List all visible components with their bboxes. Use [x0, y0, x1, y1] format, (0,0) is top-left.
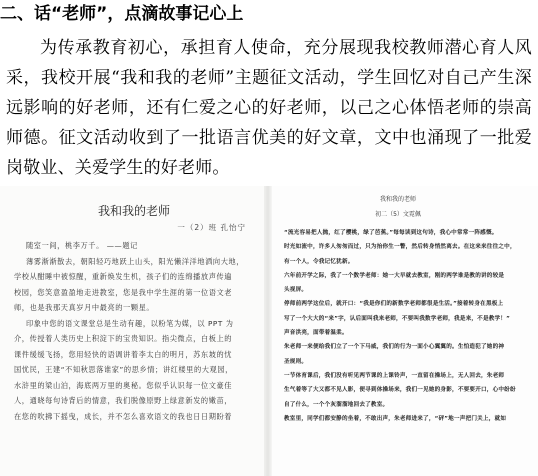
essay-author: 一（2）班 孔怡宁	[177, 223, 246, 232]
essay-body	[284, 226, 530, 426]
essay-line: 印象中您的语文课堂总是生动有趣，以粉笔为媒，以 PPT 为	[26, 318, 234, 328]
essay-photo-right	[268, 186, 538, 476]
essay-title: 我和我的老师	[97, 204, 170, 218]
section-heading: 二、话“老师”，点滴故事记心上	[0, 4, 244, 24]
essay-line: 随室一间，桃李万千。 ——题记	[26, 241, 138, 250]
essay-line: 写了一个大大的“来”字，认后面叫我来老师，不要叫我数学老师，我是来，不是教学！”	[284, 315, 510, 322]
essay-line: 薄雾渐渐散去，朝阳轻巧地跃上山头，阳光懒洋洋地洒向大地，	[26, 256, 245, 266]
essay-line: 一节体育课后，我们没有听见两节课的上课铃声，一直留在操场上，无人回去，朱老师	[284, 372, 505, 379]
essay-line: 声音洪亮，面带着温柔。	[284, 330, 348, 337]
essay-line: 水浒里的梁山泊，海底两万里的奥秘。您似乎认识每一位文豪佳	[14, 380, 233, 390]
essay-line: 人，通晓每句诗背后的情意，我们脱像原野上绿意新发的嫩苗，	[14, 396, 233, 405]
intro-paragraph: 为传承教育初心，承担育人使命，充分展现我校教师潜心育人风采，我校开展“我和我的老师”主题征文活动，学生回忆对自己产生深远影响的好老师，还有仁爱之心的好老师，以己之心体悟老师的崇高师德。征文活动收到了一批语言优美的好文章，文中也涌现了一批爱岗敬业、关爱学生的好老师。	[6, 38, 532, 178]
essay-line: 头视屏。	[284, 287, 308, 294]
essay-line: 教室里，同学们都安静的坐着，不敢出声，朱老师进来了，“砰”地一声把门关上，就如	[284, 415, 507, 422]
essay-line: 朱老师一来便给我们立了一个下马威，我们的行为一面小心翼翼的。生怕造犯了她的神	[284, 344, 505, 351]
essay-line: 国忧民，王建“不知秋思落谁家”的思乡情；讲红楼里的大观园，	[14, 365, 233, 374]
essay-line: 生气着等了大又都不见人影，便寻到体操场来，我们一见她的身影，不要要开口，心中纷纷	[284, 387, 516, 394]
essay-title: 我和我的老师	[379, 196, 416, 203]
page-fold-divider	[264, 186, 272, 476]
essay-line: 学校从酣睡中被惊醒，重新焕发生机，孩子们的连绵播放声传遍	[14, 272, 233, 281]
essay-line: 有一个人，令我记忆犹新。	[284, 258, 354, 265]
essay-line: 六年前开学之际，我了一个数学老师：她一大早就去教室，刚的两学谁是教的讲的较是	[284, 272, 505, 279]
essay-line: 介，传授着人类历史上积淀下的宝贵知识。指尖微点，白板上的	[14, 334, 233, 343]
essay-line: 在您的吹拂下摇曳，成长，并不怎么喜欢语文的我也日日期盼着	[14, 411, 233, 421]
essay-photo-left	[0, 186, 268, 476]
essay-line: 师，也是我那天真岁月中最亮的一颗星。	[14, 303, 155, 312]
essay-line: 自了什么，一个个灰溜溜地回去了教室。	[284, 401, 389, 408]
essay-line: 圣规则。	[284, 358, 308, 365]
essay-line: 停师前两学这位后，就开口：“我是你们的新数学老师都很是生活。”接着转身在黑板上	[284, 301, 504, 308]
essay-line: “流光容易把人抛，红了樱桃，绿了芭蕉。”每每读到这句诗，我心中常常一阵感慨。	[284, 230, 498, 236]
essay-body	[14, 238, 254, 424]
essay-line: 时光如流中，许多人匆匆而过，只为抬你生一瞥，然后转身悄然离去。在这来来往往之中，	[284, 244, 516, 251]
essay-line: 校园，您笑意盈盈地走进教室，您是我中学生涯的第一位语文老	[14, 287, 233, 297]
essay-author: 初二（5）文霓佩	[375, 211, 421, 218]
essay-line: 课件缓缓飞扬，您用轻快的语调讲着李太白的明月，苏东坡的忧	[14, 349, 233, 359]
